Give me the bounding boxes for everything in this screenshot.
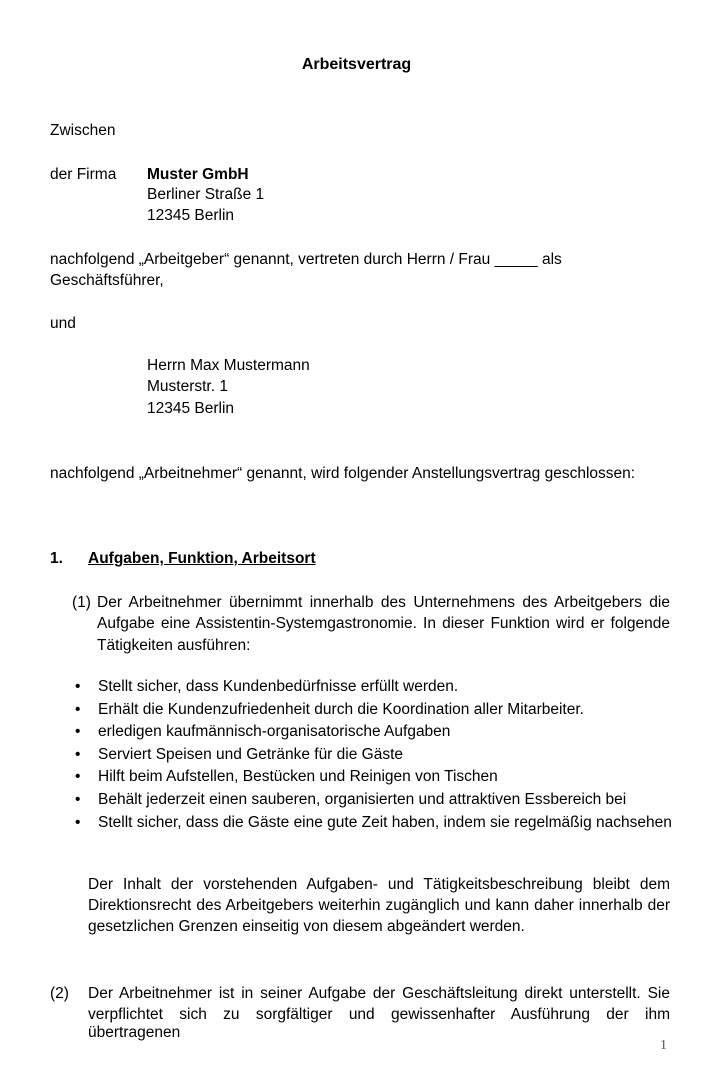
list-item: • Behält jederzeit einen sauberen, organisierten und attraktiven Essbereich bei [72, 789, 672, 812]
bullet-icon: • [75, 813, 81, 831]
employer-label: der Firma [50, 166, 117, 183]
para1-line3: Tätigkeiten ausführen: [97, 637, 251, 654]
content-line1: Der Inhalt der vorstehenden Aufgaben- und Tätigkeitsbeschreibung bleibt dem [88, 876, 670, 893]
list-item: • Erhält die Kundenzufriedenheit durch die Koordination aller Mitarbeiter. [72, 699, 672, 722]
list-item: • Hilft beim Aufstellen, Bestücken und Reinigen von Tischen [72, 766, 672, 789]
employer-note-line2: Geschäftsführer, [50, 272, 164, 289]
intro-text: Zwischen [50, 122, 116, 139]
content-line3: gesetzlichen Grenzen einseitig von diesem abgeändert werden. [88, 918, 525, 935]
page-number: 1 [660, 1038, 667, 1053]
employer-street: Berliner Straße 1 [147, 186, 265, 203]
employee-city: 12345 Berlin [147, 400, 235, 417]
employer-city: 12345 Berlin [147, 207, 235, 224]
content-line2: Direktionsrecht des Arbeitgebers weiterhin zugänglich und kann daher innerhalb der [88, 897, 670, 914]
list-item: • Stellt sicher, dass Kundenbedürfnisse erfüllt werden. [72, 676, 672, 699]
und-text: und [50, 315, 76, 332]
section1-number: 1. [50, 550, 63, 567]
bullet-icon: • [75, 790, 81, 808]
bullet-icon: • [75, 700, 81, 718]
para2-line2: verpflichtet sich zu sorgfältiger und gewissenhafter Ausführung der ihm übertragenen [88, 1006, 670, 1041]
section1-heading: Aufgaben, Funktion, Arbeitsort [88, 550, 316, 567]
para1-number: (1) [72, 594, 91, 611]
employee-note: nachfolgend „Arbeitnehmer“ genannt, wird folgender Anstellungsvertrag geschlossen: [50, 465, 636, 482]
list-item: • erledigen kaufmännisch-organisatorische Aufgaben [72, 721, 672, 744]
para2-number: (2) [50, 985, 69, 1002]
employee-name: Herrn Max Mustermann [147, 357, 310, 374]
para1-line2: Aufgabe eine Assistentin-Systemgastronomie. In dieser Funktion wird er folgende [97, 615, 670, 632]
task-list [72, 676, 672, 834]
employee-street: Musterstr. 1 [147, 378, 228, 395]
bullet-icon: • [75, 745, 81, 763]
document-title: Arbeitsvertrag [301, 56, 412, 73]
bullet-icon: • [75, 678, 81, 695]
para2-line1: Der Arbeitnehmer ist in seiner Aufgabe der Geschäftsleitung direkt unterstellt. Sie [88, 985, 670, 1002]
para1-line1: Der Arbeitnehmer übernimmt innerhalb des Unternehmens des Arbeitgebers die [97, 594, 670, 611]
bullet-icon: • [75, 768, 81, 786]
employer-note-line1: nachfolgend „Arbeitgeber“ genannt, vertreten durch Herrn / Frau _____ als [50, 251, 562, 268]
list-item: • Stellt sicher, dass die Gäste eine gute Zeit haben, indem sie regelmäßig nachsehen [72, 812, 672, 835]
list-item: • Serviert Speisen und Getränke für die Gäste [72, 744, 672, 767]
bullet-icon: • [75, 723, 81, 741]
employer-name: Muster GmbH [147, 166, 249, 183]
